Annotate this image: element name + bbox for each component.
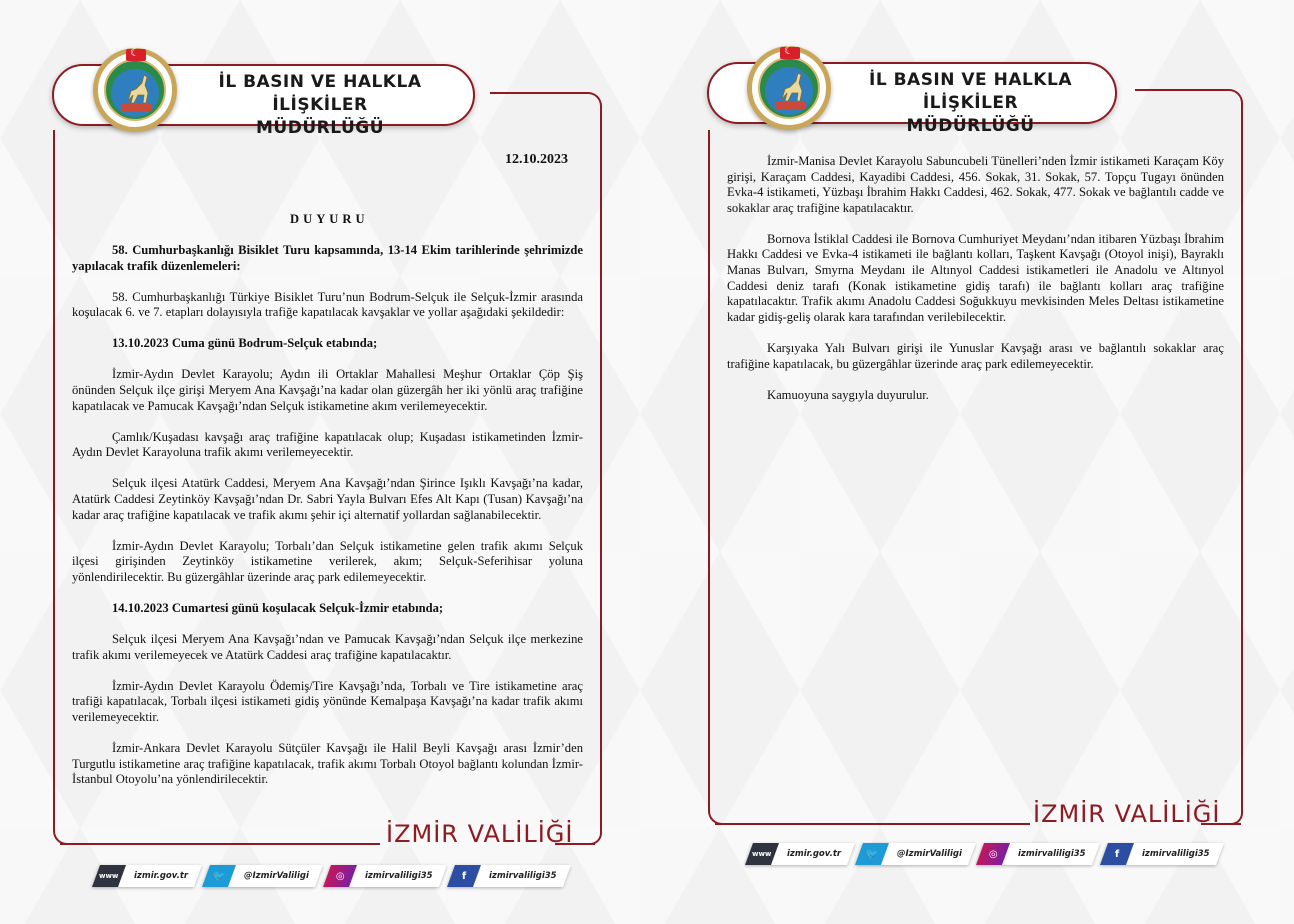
- paragraph: İzmir-Aydın Devlet Karayolu; Aydın ili Ortaklar Mahallesi Meşhur Ortaklar Çöp Şiş önünden Selçuk ilçe girişi Meryem Ana Kavşağı’na kadar olan güzergâh her iki yönlü araç trafiğine kapatılacak ve Pamucak Kavşağı’ndan Selçuk istikametine akım verilemeyecektir.: [72, 367, 583, 413]
- frame-left-side: [53, 130, 73, 845]
- social-label: @IzmirValiligi: [897, 849, 962, 859]
- paragraph-closing: Kamuoyuna saygıyla duyurulur.: [767, 387, 929, 402]
- paragraph: Karşıyaka Yalı Bulvarı girişi ile Yunuslar Kavşağı arası ve bağlantılı sokaklar araç trafiğine kapatılacak, bu güzergâhlar üzerinde araç park edilemeyecektir.: [727, 340, 1224, 371]
- social-link-twitter[interactable]: [855, 843, 976, 865]
- social-label: izmirvaliligi35: [488, 871, 557, 881]
- paragraph: Bornova İstiklal Caddesi ile Bornova Cumhuriyet Meydanı’ndan itibaren Yüzbaşı İbrahim Hakkı Caddesi ve Evka-4 istikameti ile bağlantı kolları, Taşkent Kavşağı (Otoyol inişi), Bayraklı Manas Bulvarı, Smyrna Meydanı ile Altınyol Caddesi istikametleri ile Anadolu ve Altınyol Caddesi deniz tarafı (Konak istikametine gidiş tarafı) ile bağlantı kolları araç trafiğine kapatılacaktır. Trafik akımı Anadolu Caddesi Soğukkuyu mevkisinden Meles Deltası istikametine kadar gidiş-geliş olarak kara tarafından verilebilecektir.: [727, 231, 1224, 324]
- horse-rider-icon: [122, 71, 152, 111]
- paragraph: Selçuk ilçesi Atatürk Caddesi, Meryem Ana Kavşağı’ndan Şirince Işıklı Kavşağı’na kadar, Atatürk Caddesi Zeytinköy Kavşağı’ndan Dr. Sabri Yayla Bulvarı Efes Alt Kapı (Tusan) Kavşağı’na kadar araç trafiğine kapatılacak ve trafik akımı şehir içi alternatif yollardan sağlanabilecektir.: [72, 476, 583, 522]
- facebook-icon: f: [1100, 843, 1134, 865]
- social-bar: [96, 865, 566, 887]
- twitter-icon: 🐦: [855, 843, 889, 865]
- instagram-icon: ◎: [976, 843, 1010, 865]
- social-link-website[interactable]: [745, 843, 855, 865]
- social-label: izmir.gov.tr: [134, 871, 189, 881]
- frame-left-side: [708, 130, 728, 825]
- www-icon: www: [745, 843, 779, 865]
- social-link-facebook[interactable]: [1100, 843, 1224, 865]
- social-link-instagram[interactable]: [323, 865, 447, 887]
- social-label: izmirvaliligi35: [1018, 849, 1086, 859]
- izmir-valiligi-signature: İZMİR VALİLİĞİ: [386, 820, 574, 848]
- turkish-flag-icon: [780, 47, 800, 59]
- izmir-valiligi-signature: İZMİR VALİLİĞİ: [1033, 800, 1221, 828]
- social-link-twitter[interactable]: [202, 865, 323, 887]
- www-icon: www: [92, 865, 126, 887]
- turkish-flag-icon: [126, 49, 146, 61]
- social-label: @IzmirValiligi: [244, 871, 309, 881]
- facebook-icon: f: [447, 865, 481, 887]
- instagram-icon: ◎: [323, 865, 357, 887]
- header-title-line2: MÜDÜRLÜĞÜ: [255, 118, 384, 138]
- seal-emblem: [104, 59, 166, 121]
- seal-emblem: [758, 57, 820, 119]
- social-label: izmirvaliligi35: [365, 871, 433, 881]
- horse-rider-icon: [776, 69, 806, 109]
- paragraph: 58. Cumhurbaşkanlığı Türkiye Bisiklet Turu’nun Bodrum-Selçuk ile Selçuk-İzmir arasında koşulacak 6. ve 7. etapları dolayısıyla trafiğe kapatılacak kavşaklar ve yollar aşağıdaki şekildedir:: [72, 289, 583, 320]
- left-page-body: [72, 243, 583, 803]
- paragraph-subheading: 14.10.2023 Cumartesi günü koşulacak Selçuk-İzmir etabında;: [112, 601, 444, 615]
- social-link-facebook[interactable]: [447, 865, 571, 887]
- header-title-line1: İL BASIN VE HALKLA İLİŞKİLER: [869, 70, 1072, 113]
- social-label: izmir.gov.tr: [787, 849, 842, 859]
- paragraph-title: 58. Cumhurbaşkanlığı Bisiklet Turu kapsamında, 13-14 Ekim tarihlerinde şehrimizde yapılacak trafik düzenlemeleri:: [72, 243, 583, 273]
- frame-corner: [590, 826, 602, 845]
- social-link-instagram[interactable]: [976, 843, 1100, 865]
- paragraph: İzmir-Aydın Devlet Karayolu Ödemiş/Tire Kavşağı’nda, Torbalı ve Tire istikametine araç trafiği kapatılacak, Torbalı ilçesi istikameti gidiş yönünde Kemalpaşa Kavşağı’na kadar trafik akımı verilemeyecektir.: [72, 678, 583, 724]
- document-date: 12.10.2023: [505, 152, 568, 167]
- document-heading: DUYURU: [290, 212, 369, 226]
- paragraph: Selçuk ilçesi Meryem Ana Kavşağı’ndan ve Pamucak Kavşağı’ndan Selçuk ilçe merkezine trafik akımı verilemeyecek ve Atatürk Caddesi araç trafiğine kapatılacaktır.: [72, 632, 583, 662]
- frame-corner: [1231, 806, 1243, 825]
- social-label: izmirvaliligi35: [1141, 849, 1210, 859]
- page-right: [655, 0, 1294, 924]
- paragraph: İzmir-Ankara Devlet Karayolu Sütçüler Kavşağı ile Halil Beyli Kavşağı arası İzmir’den Turgutlu istikametine araç trafiğine kapatılacak, trafik akımı Torbalı Otoyol bağlantı kolundan İzmir-İstanbul Otoyolu’na yönlendirilecektir.: [72, 741, 583, 787]
- paragraph-subheading: 13.10.2023 Cuma günü Bodrum-Selçuk etabında;: [112, 336, 378, 351]
- social-link-website[interactable]: [92, 865, 202, 887]
- twitter-icon: 🐦: [202, 865, 236, 887]
- header-title: [833, 69, 1108, 138]
- social-bar: [749, 843, 1219, 865]
- paragraph: Çamlık/Kuşadası kavşağı araç trafiğine kapatılacak olup; Kuşadası istikametinden İzmir-Aydın Devlet Karayoluna trafik akımı verilemeyecektir.: [72, 429, 583, 460]
- frame-bottom-line: [60, 843, 380, 845]
- paragraph: İzmir-Aydın Devlet Karayolu; Torbalı’dan Selçuk istikametine gelen trafik akımı Selçuk ilçesi girişinden Zeytinköy istikametine verilerek, akım; Selçuk-Seferihisar yoluna yönlendirilecektir. Bu güzergâhlar üzerinde araç park edilemeyecektir.: [72, 538, 583, 584]
- header-title-line2: MÜDÜRLÜĞÜ: [906, 116, 1035, 136]
- frame-bottom-line: [715, 823, 1030, 825]
- right-page-body: [727, 154, 1224, 419]
- header-title: [180, 71, 460, 140]
- paragraph: İzmir-Manisa Devlet Karayolu Sabuncubeli Tünelleri’nden İzmir istikameti Karaçam Köy girişi, Karaçam Caddesi, Kayadibi Caddesi, 456. Sokak, 31. Sokak, 57. Topçu Tugayı önünden Evka-4 istikameti, Yüzbaşı İbrahim Hakkı Caddesi, 462. Sokak, 477. Sokak ve bağlantılı cadde ve sokaklar araç trafiğine kapatılacaktır.: [727, 154, 1224, 215]
- header-title-line1: İL BASIN VE HALKLA İLİŞKİLER: [218, 72, 422, 115]
